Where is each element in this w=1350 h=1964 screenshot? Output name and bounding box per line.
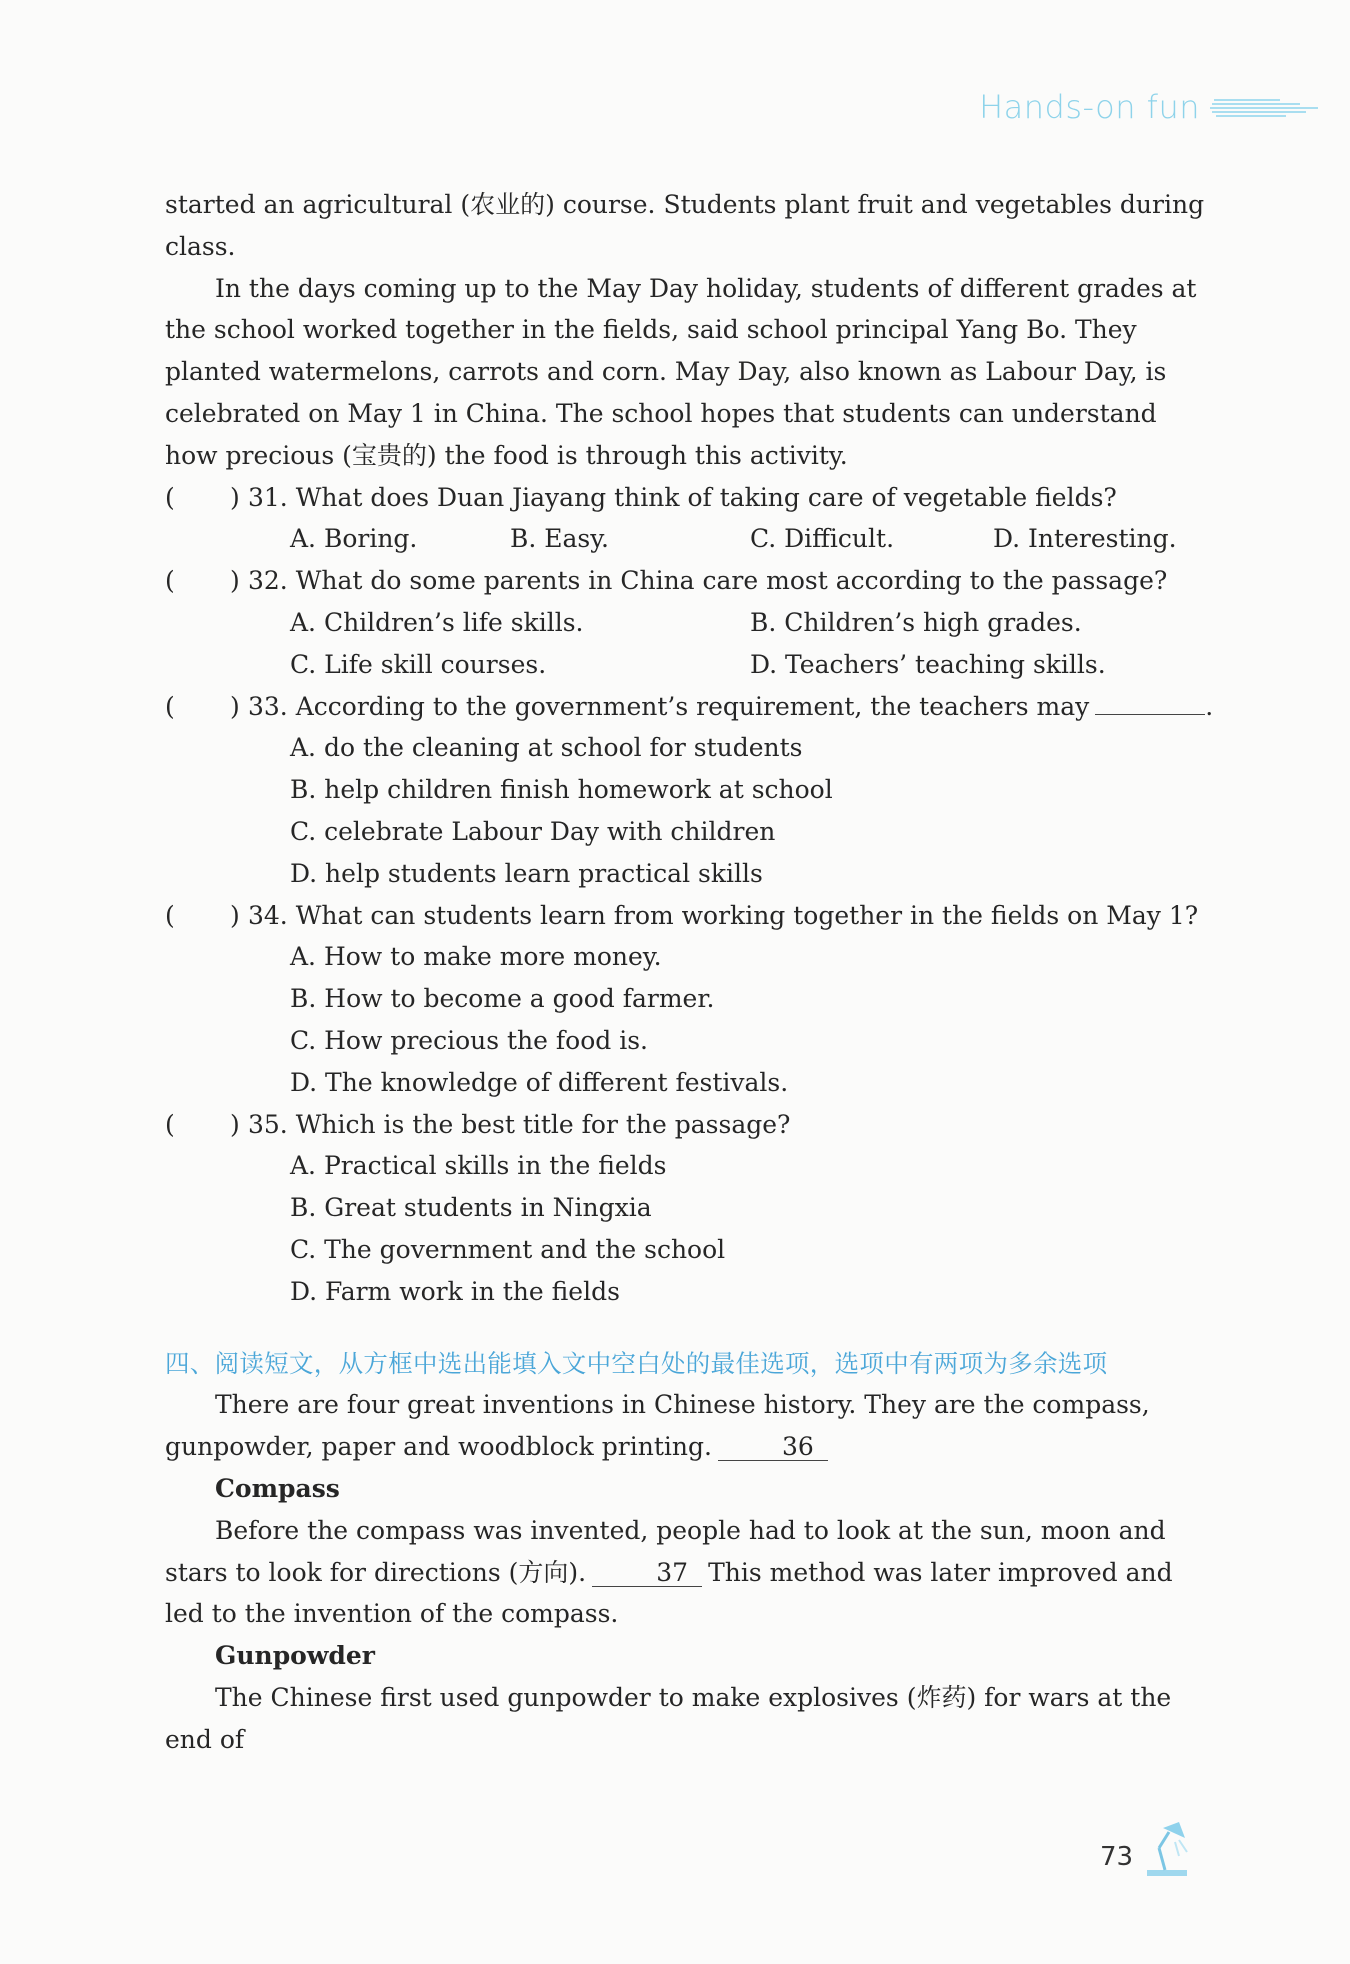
option-a[interactable]: A. How to make more money. — [290, 942, 662, 972]
option-b[interactable]: B. Easy. — [510, 524, 609, 554]
page-header — [979, 88, 1320, 126]
page-footer — [1100, 1818, 1191, 1878]
passage-paragraph-1: started an agricultural (农业的) course. Students plant fruit and vegetables during class. — [165, 190, 1205, 261]
compass-heading: Compass — [215, 1473, 340, 1503]
question-stem — [165, 895, 1198, 937]
option-line — [290, 936, 1210, 978]
question-text: 32. What do some parents in China care most according to the passage? — [248, 566, 1168, 596]
option-b[interactable]: B. help children finish homework at school — [290, 775, 833, 805]
option-line — [290, 644, 1210, 686]
option-a[interactable]: A. Practical skills in the fields — [290, 1151, 667, 1181]
question-options — [165, 1145, 1210, 1312]
section-4-title: 四、阅读短文，从方框中选出能填入文中空白处的最佳选项，选项中有两项为多余选项 — [165, 1348, 1108, 1378]
option-line — [290, 1145, 1210, 1187]
option-line — [290, 853, 1210, 895]
option-line — [290, 1187, 1210, 1229]
answer-paren-open: ( — [165, 482, 175, 512]
option-b[interactable]: B. Great students in Ningxia — [290, 1193, 652, 1223]
question-options — [165, 727, 1210, 894]
blank-36[interactable]: 36 — [718, 1434, 828, 1461]
desk-lamp-icon — [1141, 1818, 1191, 1878]
question-stem — [165, 686, 1213, 728]
option-d[interactable]: D. Teachers’ teaching skills. — [750, 649, 1106, 679]
question-options — [165, 518, 1210, 560]
question-list — [165, 477, 1214, 1313]
option-c[interactable]: C. The government and the school — [290, 1234, 726, 1264]
question-text: 35. Which is the best title for the passage? — [248, 1109, 791, 1139]
compass-text-a: Before the compass was invented, people had to look at the sun, moon and stars to look for directions (方向). — [165, 1515, 1166, 1587]
option-line — [290, 978, 1210, 1020]
option-line — [290, 727, 1210, 769]
question-text: 34. What can students learn from working together in the fields on May 1? — [248, 900, 1199, 930]
option-a[interactable]: A. do the cleaning at school for students — [290, 733, 803, 763]
option-d[interactable]: D. Interesting. — [993, 524, 1177, 554]
question-stem — [165, 560, 1167, 602]
question-text: 33. According to the government’s requirement, the teachers may — [248, 691, 1090, 721]
header-stripes-decoration — [1210, 94, 1320, 120]
answer-paren-open: ( — [165, 691, 175, 721]
option-a[interactable]: A. Children’s life skills. — [290, 607, 584, 637]
option-d[interactable]: D. Farm work in the fields — [290, 1276, 620, 1306]
answer-paren-close: ) — [230, 566, 240, 596]
answer-paren-open: ( — [165, 566, 175, 596]
option-line — [290, 1271, 1210, 1313]
option-line — [290, 811, 1210, 853]
compass-paragraph — [165, 1510, 1210, 1635]
question-text: 31. What does Duan Jiayang think of taking care of vegetable fields? — [248, 482, 1117, 512]
option-b[interactable]: B. How to become a good farmer. — [290, 984, 715, 1014]
option-line — [290, 1229, 1210, 1271]
option-line — [290, 1020, 1210, 1062]
answer-paren-close: ) — [230, 691, 240, 721]
gunpowder-heading: Gunpowder — [215, 1641, 375, 1671]
answer-paren-open: ( — [165, 1109, 175, 1139]
compass-text-b: This method was later improved and led to the invention of the compass. — [165, 1557, 1173, 1629]
question-33 — [165, 686, 1214, 728]
answer-paren-close: ) — [230, 900, 240, 930]
question-stem — [165, 477, 1117, 519]
answer-blank[interactable] — [1095, 692, 1205, 715]
question-end: . — [1205, 691, 1214, 721]
question-32 — [165, 560, 1210, 602]
gunpowder-paragraph: The Chinese first used gunpowder to make explosives (炸药) for wars at the end of — [165, 1682, 1172, 1754]
option-c[interactable]: C. celebrate Labour Day with children — [290, 816, 776, 846]
option-c[interactable]: C. How precious the food is. — [290, 1025, 648, 1055]
page-number: 73 — [1100, 1842, 1134, 1872]
option-c[interactable]: C. Difficult. — [750, 524, 895, 554]
option-line — [290, 769, 1210, 811]
section-4-intro — [165, 1384, 1210, 1468]
question-34 — [165, 895, 1210, 937]
option-line — [290, 518, 1210, 560]
answer-paren-open: ( — [165, 900, 175, 930]
option-c[interactable]: C. Life skill courses. — [290, 649, 547, 679]
answer-paren-close: ) — [230, 482, 240, 512]
question-options — [165, 602, 1210, 686]
question-35 — [165, 1104, 1210, 1146]
header-title: Hands-on fun — [979, 88, 1200, 126]
question-options — [165, 936, 1210, 1103]
option-a[interactable]: A. Boring. — [290, 524, 418, 554]
option-line — [290, 1062, 1210, 1104]
question-stem — [165, 1104, 790, 1146]
option-b[interactable]: B. Children’s high grades. — [750, 607, 1082, 637]
passage-paragraph-2: In the days coming up to the May Day holiday, students of different grades at the school worked together in the fields, said school principal Yang Bo. They planted watermelons, carrots and corn. May Day, also known as Labour Day, is celebrated on May 1 in China. The school hopes that students can understand how precious (宝贵的) the food is through this activity. — [165, 273, 1197, 470]
intro-text: There are four great inventions in Chinese history. They are the compass, gunpowder, paper and woodblock printing. — [165, 1390, 1150, 1462]
option-line — [290, 602, 1210, 644]
option-d[interactable]: D. The knowledge of different festivals. — [290, 1067, 789, 1097]
answer-paren-close: ) — [230, 1109, 240, 1139]
page-content — [165, 184, 1214, 1760]
question-31 — [165, 477, 1210, 519]
option-d[interactable]: D. help students learn practical skills — [290, 858, 763, 888]
blank-37[interactable]: 37 — [592, 1560, 702, 1587]
